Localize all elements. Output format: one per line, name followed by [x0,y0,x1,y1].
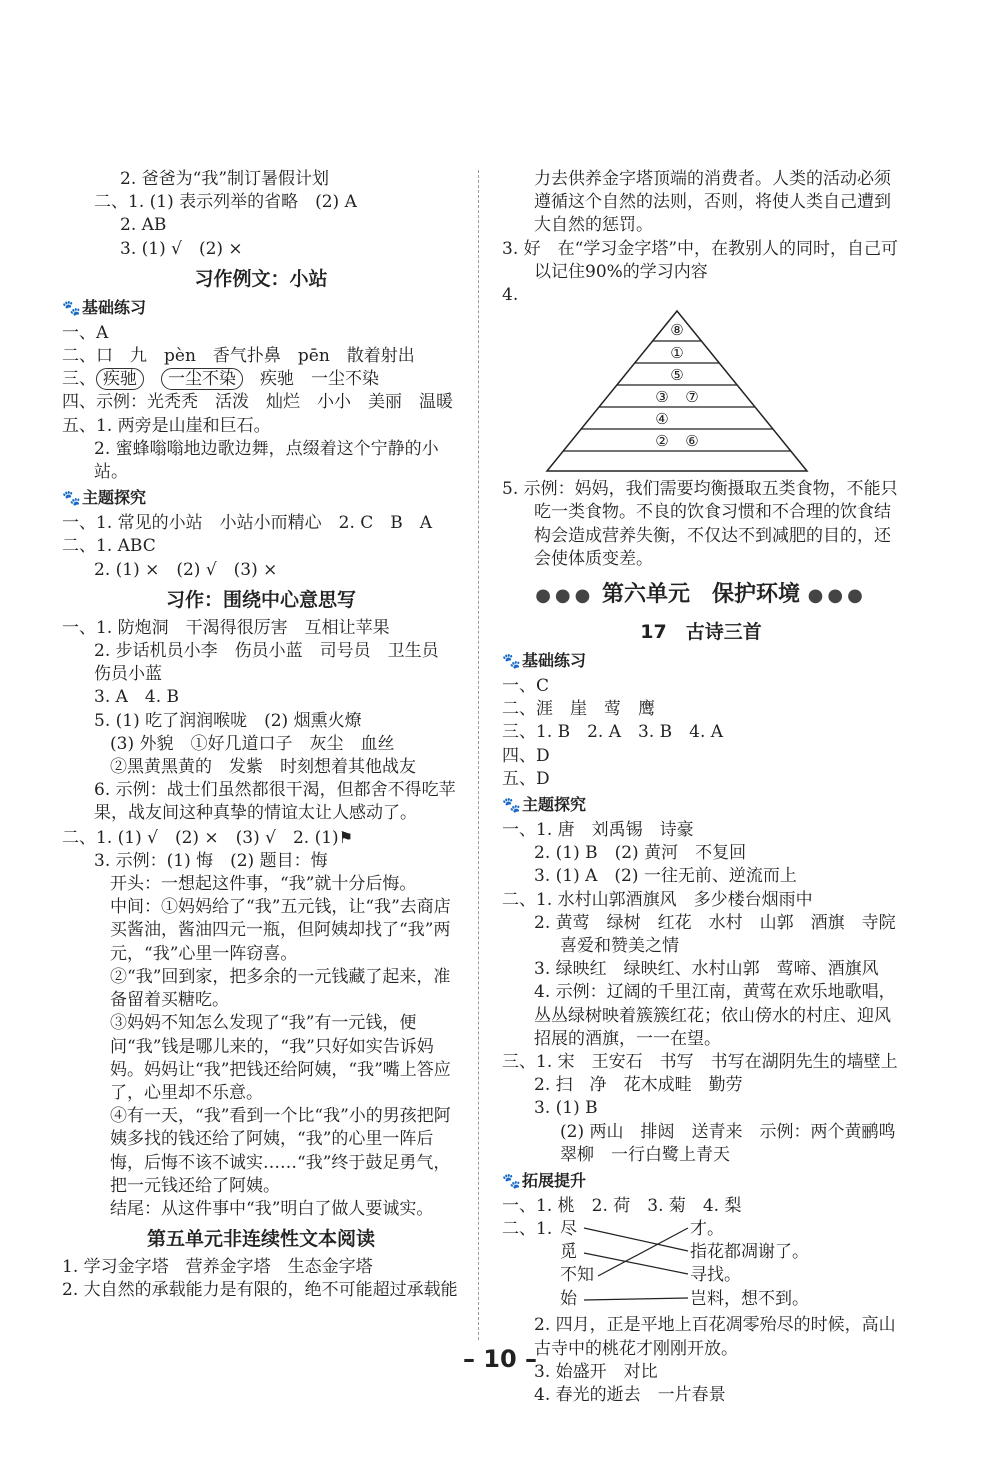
answer-line: (2) 两山 排闼 送青来 示例：两个黄鹂鸣翠柳 一行白鹭上青天 [560,1121,896,1165]
answer-line: 开头：一想起这件事，“我”就十分后悔。 [110,874,417,895]
answer-line: 二、1. ABC [62,536,156,557]
answer-line: 五、D [502,768,550,789]
answer-line: ④有一天，“我”看到一个比“我”小的男孩把阿姨多找的钱还给了阿姨，“我”的心里一阵后悔，后悔不该不诚实……“我”终于鼓足勇气，把一元钱还给了阿姨。 [110,1106,451,1196]
answer-line: 4. 示例：辽阔的千里江南，黄莺在欢乐地歌唱，丛丛绿树映着簇簇红花；依山傍水的村庄、迎风招展的酒旗，一一在望。 [534,982,896,1049]
pyramid-diagram [542,309,812,474]
section-title-example: 习作例文：小站 [194,267,328,290]
matching-right-word: 寻找。 [690,1265,741,1286]
answer-line: 2. 爸爸为“我”制订暑假计划 [120,169,330,189]
subsection-extension: 🐾拓展提升 [502,1169,900,1193]
pyramid-svg [542,309,812,474]
answer-line: 2. 扫 净 花木成畦 勤劳 [534,1075,743,1096]
answer-line: 2. 四月，正是平地上百花凋零殆尽的时候，高山古寺中的桃花才刚刚开放。 [534,1315,896,1359]
matching-left-word: 尽 [560,1219,577,1240]
lesson-title: 17 古诗三首 [640,621,762,644]
section-title-nonlinear: 第五单元非连续性文本阅读 [146,1228,375,1251]
matching-right-word: 才。 [690,1219,724,1240]
answer-line: 5. 示例：妈妈，我们需要均衡摄取五类食物，不能只吃一类食物。不良的饮食习惯和不合理的饮食结构会造成营养失衡，不仅达不到减肥的目的，还会使体质变差。 [502,479,898,569]
answer-line: 一、1. 防炮洞 干渴得很厉害 互相让苹果 [62,617,390,638]
answer-line: 二、涯 崖 莺 鹰 [502,699,655,720]
dots-decoration: ●●● [807,585,867,607]
pyramid-label: ① [670,344,684,363]
matching-left-word: 始 [560,1289,577,1310]
subsection-theme: 🐾主题探究 [502,793,900,817]
answer-line: 2. 步话机员小李 伤员小蓝 司号员 卫生员 伤员小蓝 [94,641,456,685]
pyramid-label: ② [655,432,669,451]
answer-line: 一、1. 桃 2. 荷 3. 菊 4. 梨 [502,1196,742,1217]
answer-line: 二、1. (1) √ (2) × (3) √ 2. (1)⚑ [62,827,354,848]
answer-line: 3. 示例：(1) 悔 (2) 题目：悔 [94,850,328,871]
answer-line: 2. 蜜蜂嗡嗡地边歌边舞，点缀着这个宁静的小站。 [94,438,439,483]
answer-line: ②“我”回到家，把多余的一元钱藏了起来，准备留着买糖吃。 [110,966,451,1011]
answer-line: 3. 绿映红 绿映红、水村山郭 莺啼、酒旗风 [534,959,879,980]
answer-line: 2. (1) B (2) 黄河 不复回 [534,843,747,864]
page-number: – 10 – [462,1345,538,1373]
dots-decoration: ●●● [535,585,595,607]
matching-prefix: 二、1. [502,1219,553,1240]
answer-line: 三、1. 宋 王安石 书写 书写在湖阴先生的墙壁上 [502,1052,898,1073]
matching-exercise [502,1218,900,1334]
answer-line: 结尾：从这件事中“我”明白了做人要诚实。 [110,1198,434,1219]
paw-icon: 🐾 [502,652,521,671]
answer-line: 三、1. B 2. A 3. B 4. A [502,722,724,743]
flag-icon: ⚑ [338,827,354,847]
circled-word: 疾驰 [96,368,144,390]
answer-line: 一、A [62,322,109,343]
subsection-theme: 🐾主题探究 [62,486,460,510]
column-divider [478,170,479,1340]
answer-line: 3. (1) A (2) 一往无前、逆流而上 [534,866,797,887]
answer-line: 4. 春光的逝去 一片春景 [534,1384,726,1405]
answer-line: 一、C [502,676,550,697]
matching-right-word: 指花都凋谢了。 [690,1242,809,1263]
pyramid-label: ④ [655,410,669,429]
subsection-basic: 🐾基础练习 [62,296,460,320]
answer-line: 6. 示例：战士们虽然都很干渴，但都舍不得吃苹果，战友间这种真挚的情谊太让人感动了。 [94,780,456,824]
answer-line: 4. [502,285,519,306]
paw-icon: 🐾 [62,489,81,508]
answer-line: 二、口 九 pèn 香气扑鼻 pēn 散着射出 [62,346,415,367]
pyramid-label: ⑧ [670,321,684,340]
answer-line: 四、D [502,745,550,766]
pyramid-label: ⑥ [685,432,699,451]
answer-line: 四、示例：光秃秃 活泼 灿烂 小小 美丽 温暖 [62,392,453,413]
answer-line: 3. 好 在“学习金字塔”中，在教别人的同时，自己可以记住90%的学习内容 [502,238,899,282]
left-column [62,168,460,1303]
answer-line: 喜爱和赞美之情 [560,936,679,957]
answer-line: 2. AB [120,215,167,236]
answer-line: (3) 外貌 ①好几道口子 灰尘 血丝 [110,733,395,754]
pyramid-label: ⑤ [670,366,684,385]
answer-line: 3. (1) B [534,1098,598,1119]
answer-line: 一、1. 常见的小站 小站小而精心 2. C B A [62,513,433,534]
answer-line: 5. (1) 吃了润润喉咙 (2) 烟熏火燎 [94,710,362,731]
section-title-writing: 习作：围绕中心意思写 [165,588,356,611]
paw-icon: 🐾 [62,298,81,317]
pyramid-label: ⑦ [685,388,699,407]
matching-left-word: 不知 [560,1265,594,1286]
answer-line: 力去供养金字塔顶端的消费者。人类的活动必须遵循这个自然的法则，否则，将使人类自己遭到大自然的惩罚。 [534,169,891,236]
answer-line: 3. 始盛开 对比 [534,1361,658,1382]
subsection-basic: 🐾基础练习 [502,649,900,673]
answer-line: 2. 黄莺 绿树 红花 水村 山郭 酒旗 寺院 [534,912,896,933]
answer-line: ②黑黄黑黄的 发紫 时刻想着其他战友 [110,757,416,778]
answer-line: 1. 学习金字塔 营养金字塔 生态金字塔 [62,1257,373,1278]
matching-left-word: 觅 [560,1242,577,1263]
circled-word: 一尘不染 [161,368,243,390]
right-column [502,168,900,1407]
matching-right-word: 岂料，想不到。 [690,1289,809,1310]
pyramid-label: ③ [655,388,669,407]
answer-line: ③妈妈不知怎么发现了“我”有一元钱，便问“我”钱是哪儿来的，“我”只好如实告诉妈妈。妈妈让“我”把钱还给阿姨，“我”嘴上答应了，心里却不乐意。 [110,1013,451,1103]
answer-line: 一、1. 唐 刘禹锡 诗豪 [502,820,694,841]
answer-line: 三、 疾驰 一尘不染 疾驰 一尘不染 [62,369,379,390]
answer-line: 2. 大自然的承载能力是有限的，绝不可能超过承载能 [62,1280,458,1301]
answer-line: 二、1. (1) 表示列举的省略 (2) A [94,192,357,213]
answer-line: 3. (1) √ (2) × [120,238,243,259]
answer-line: 3. A 4. B [94,687,180,708]
paw-icon: 🐾 [502,796,521,815]
unit-title: ●●● 第六单元 保护环境 ●●● [535,582,867,608]
answer-line: 二、1. 水村山郭酒旗风 多少楼台烟雨中 [502,889,813,910]
paw-icon: 🐾 [502,1172,521,1191]
answer-line: 五、1. 两旁是山崖和巨石。 [62,415,271,436]
answer-line: 2. (1) × (2) √ (3) × [94,559,278,580]
answer-line: 中间：①妈妈给了“我”五元钱，让“我”去商店买酱油，酱油四元一瓶，但阿姨却找了“我”两元，“我”心里一阵窃喜。 [110,897,451,964]
